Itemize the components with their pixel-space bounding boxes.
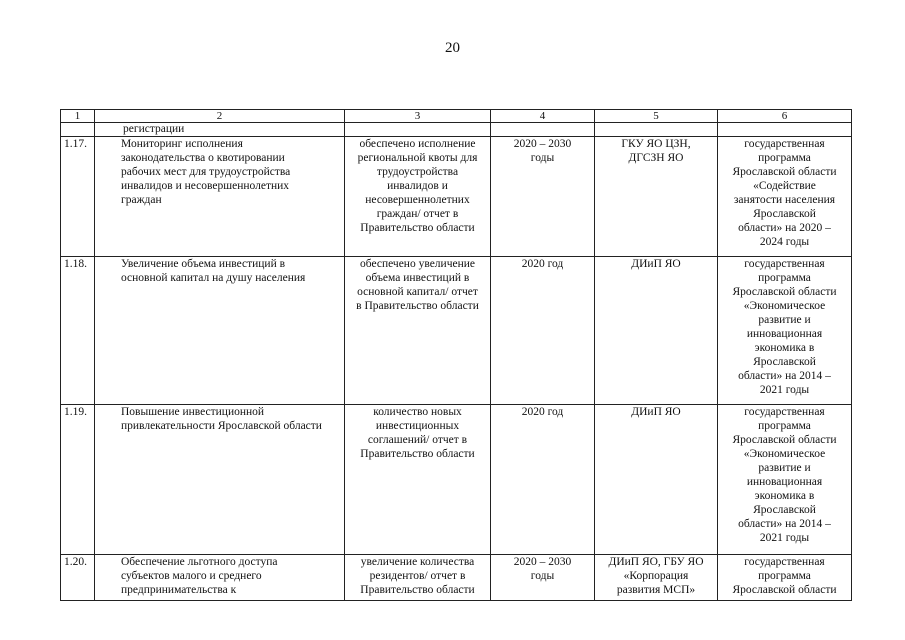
cell-line: количество новых bbox=[373, 406, 462, 418]
cell-line: обеспечено увеличение bbox=[360, 258, 475, 270]
row-number-cell: 1.20. bbox=[61, 555, 95, 601]
table-row bbox=[61, 405, 852, 555]
cell-line: годы bbox=[530, 570, 555, 582]
column-header: 3 bbox=[345, 110, 491, 123]
column-header: 2 bbox=[95, 110, 345, 123]
cell-line: ДИиП ЯО bbox=[631, 258, 681, 270]
action-cell bbox=[95, 257, 345, 405]
action-cell bbox=[95, 555, 345, 601]
cell-line: программа bbox=[758, 420, 811, 432]
cell-line: основной капитал на душу населения bbox=[121, 272, 306, 284]
cell-line: граждан/ отчет в bbox=[376, 208, 459, 220]
result-cell bbox=[345, 257, 491, 405]
cell-line: соглашений/ отчет в bbox=[367, 434, 468, 446]
cell-line: инновационная bbox=[746, 328, 823, 340]
cell-line: программа bbox=[758, 152, 811, 164]
cell-line: 2024 годы bbox=[759, 236, 810, 248]
cell-line: 2021 годы bbox=[759, 384, 810, 396]
cell-line: развитие и bbox=[758, 314, 811, 326]
cell-line: государственная bbox=[744, 556, 825, 568]
cell-line: занятости населения bbox=[733, 194, 836, 206]
table-row bbox=[61, 555, 852, 601]
continuation-row bbox=[61, 123, 852, 137]
cell-line: области» на 2014 – bbox=[738, 370, 831, 382]
funding-source-cell bbox=[718, 405, 852, 555]
cell-line: программа bbox=[758, 272, 811, 284]
cell-line: инвестиционных bbox=[375, 420, 460, 432]
result-cell bbox=[345, 137, 491, 257]
cell-line: Правительство области bbox=[360, 448, 475, 460]
cell-line: государственная bbox=[744, 138, 825, 150]
cell-line: государственная bbox=[744, 406, 825, 418]
cell-line: основной капитал/ отчет bbox=[357, 286, 478, 298]
cell-line: ДИиП ЯО, ГБУ ЯО bbox=[608, 556, 704, 568]
term-cell bbox=[491, 555, 595, 601]
column-header: 1 bbox=[61, 110, 95, 123]
column-header: 4 bbox=[491, 110, 595, 123]
cell-line: резидентов/ отчет в bbox=[369, 570, 466, 582]
cell-line: области» на 2014 – bbox=[738, 518, 831, 530]
cell-line: Правительство области bbox=[360, 222, 475, 234]
cell-line: Обеспечение льготного доступа bbox=[121, 556, 278, 568]
cell-line: программа bbox=[758, 570, 811, 582]
action-plan-table bbox=[60, 109, 852, 601]
cell-line: инвалидов и bbox=[387, 180, 448, 192]
cell-line: 2020 – 2030 bbox=[513, 556, 572, 568]
executor-cell bbox=[595, 405, 718, 555]
cell-line: 2020 год bbox=[521, 258, 564, 270]
cell-line: развития МСП» bbox=[616, 584, 696, 596]
table-header-row bbox=[61, 110, 852, 123]
continuation-cell bbox=[61, 123, 95, 137]
continuation-cell bbox=[595, 123, 718, 137]
cell-line: предпринимательства к bbox=[121, 584, 237, 596]
row-number-cell: 1.19. bbox=[61, 405, 95, 555]
result-cell bbox=[345, 555, 491, 601]
column-header: 5 bbox=[595, 110, 718, 123]
cell-line: ДИиП ЯО bbox=[631, 406, 681, 418]
funding-source-cell bbox=[718, 555, 852, 601]
cell-line: 2020 – 2030 bbox=[513, 138, 572, 150]
cell-line: региональной квоты для bbox=[357, 152, 478, 164]
cell-line: области» на 2020 – bbox=[738, 222, 831, 234]
cell-line: обеспечено исполнение bbox=[359, 138, 476, 150]
continuation-cell bbox=[491, 123, 595, 137]
cell-line: привлекательности Ярославской области bbox=[121, 420, 322, 432]
cell-line: увеличение количества bbox=[360, 556, 475, 568]
cell-line: рабочих мест для трудоустройства bbox=[121, 166, 291, 178]
cell-line: «Экономическое bbox=[743, 300, 826, 312]
cell-line: трудоустройства bbox=[376, 166, 459, 178]
row-number-cell: 1.17. bbox=[61, 137, 95, 257]
continuation-cell bbox=[718, 123, 852, 137]
cell-line: ГКУ ЯО ЦЗН, bbox=[621, 138, 691, 150]
cell-line: Ярославской области bbox=[732, 584, 837, 596]
cell-line: 2021 годы bbox=[759, 532, 810, 544]
cell-line: Ярославской bbox=[753, 208, 816, 220]
cell-line: Ярославской bbox=[753, 504, 816, 516]
column-header: 6 bbox=[718, 110, 852, 123]
cell-line: Правительство области bbox=[360, 584, 475, 596]
continuation-cell bbox=[345, 123, 491, 137]
cell-line: несовершеннолетних bbox=[365, 194, 470, 206]
cell-line: Ярославской области bbox=[732, 434, 837, 446]
cell-line: экономика в bbox=[754, 342, 815, 354]
cell-line: годы bbox=[530, 152, 555, 164]
cell-line: «Экономическое bbox=[743, 448, 826, 460]
page-number: 20 bbox=[445, 40, 460, 56]
cell-line: субъектов малого и среднего bbox=[121, 570, 262, 582]
term-cell bbox=[491, 137, 595, 257]
cell-line: законодательства о квотировании bbox=[121, 152, 285, 164]
executor-cell bbox=[595, 257, 718, 405]
cell-line: граждан bbox=[121, 194, 162, 206]
action-cell bbox=[95, 137, 345, 257]
executor-cell bbox=[595, 555, 718, 601]
cell-line: экономика в bbox=[754, 490, 815, 502]
cell-line: Ярославской области bbox=[732, 166, 837, 178]
cell-line: инновационная bbox=[746, 476, 823, 488]
cell-line: Мониторинг исполнения bbox=[121, 138, 243, 150]
funding-source-cell bbox=[718, 137, 852, 257]
executor-cell bbox=[595, 137, 718, 257]
continuation-cell: регистрации bbox=[95, 123, 345, 137]
cell-line: Увеличение объема инвестиций в bbox=[121, 258, 286, 270]
funding-source-cell bbox=[718, 257, 852, 405]
table-row bbox=[61, 137, 852, 257]
cell-line: 2020 год bbox=[521, 406, 564, 418]
cell-line: объема инвестиций в bbox=[365, 272, 470, 284]
cell-line: «Содействие bbox=[753, 180, 816, 192]
cell-line: государственная bbox=[744, 258, 825, 270]
cell-line: Ярославской области bbox=[732, 286, 837, 298]
cell-line: ДГСЗН ЯО bbox=[628, 152, 684, 164]
cell-line: «Корпорация bbox=[623, 570, 689, 582]
term-cell bbox=[491, 405, 595, 555]
cell-line: в Правительство области bbox=[356, 300, 479, 312]
row-number-cell: 1.18. bbox=[61, 257, 95, 405]
action-cell bbox=[95, 405, 345, 555]
cell-line: развитие и bbox=[758, 462, 811, 474]
cell-line: Ярославской bbox=[753, 356, 816, 368]
table-row bbox=[61, 257, 852, 405]
term-cell bbox=[491, 257, 595, 405]
cell-line: инвалидов и несовершеннолетних bbox=[121, 180, 290, 192]
cell-line: Повышение инвестиционной bbox=[121, 406, 265, 418]
result-cell bbox=[345, 405, 491, 555]
